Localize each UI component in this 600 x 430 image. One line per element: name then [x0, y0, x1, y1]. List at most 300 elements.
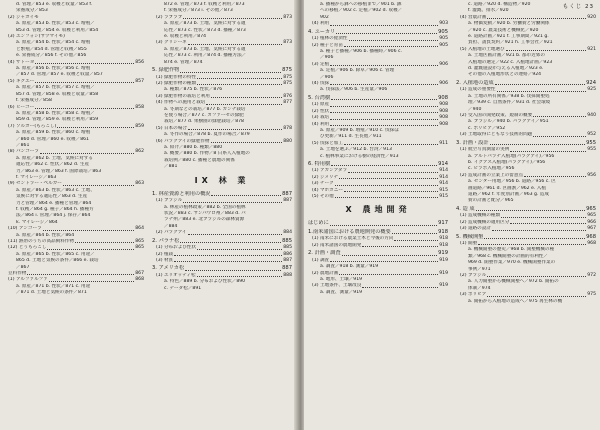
toc-detail-line: 理／939 c. 自然条件／931 d. 社会環境: [468, 100, 551, 106]
toc-detail-line: a. 原産／909 b. 増殖／910 c. 伐採ほ: [320, 127, 399, 133]
dot-leader: [362, 283, 438, 287]
toc-detail-line: への移植／902 c. 定植／902 d. 収穫／: [320, 8, 403, 14]
toc-detail-line: a. 調査／918 b. 測量／919: [320, 264, 379, 270]
toc-detail-line: ／871 d. 土地と気候の条件／871: [16, 290, 87, 296]
toc-detail-line: 力／863 e. 管理／863 f. 国際栽培／863: [16, 168, 102, 174]
toc-page-number: 873: [283, 14, 292, 20]
toc-detail-line: a. 種類／875 b. 性状／876: [164, 87, 223, 93]
toc-entry-title: (4) マホガニー: [312, 187, 343, 193]
dot-leader: [197, 273, 283, 277]
dot-leader: [75, 239, 134, 243]
toc-entry-title: (3) グリシーネ: [156, 40, 187, 46]
toc-detail-line: 969 d. 開墾作業／970 e. 機械開墾作業の: [468, 260, 556, 266]
dot-leader: [183, 198, 282, 202]
dot-leader: [510, 220, 586, 224]
toc-detail-line: と繁殖／854 d. 管理と収穫／855: [16, 46, 87, 52]
toc-page-number: 888: [283, 272, 292, 278]
dot-leader: [35, 60, 134, 64]
toc-page-number: 952: [587, 132, 596, 138]
toc-entry: [308, 194, 448, 200]
page-header: もくじ 23: [562, 4, 594, 10]
toc-detail-line: a. 原産／856 b. 性状／856 c. 増殖: [16, 66, 91, 72]
toc-entry-title: (3) 土地取得にともなう技術的問題: [460, 132, 533, 138]
chapter-heading: X 農地開発: [345, 205, 411, 215]
toc-entry-title: (2) ブラジル: [460, 273, 487, 279]
toc-entry-title: 3. 計画・設計: [456, 139, 489, 146]
toc-page-number: 914: [439, 168, 448, 174]
toc-page-number: 940: [587, 113, 596, 118]
toc-entry-title: (3) 材質: [156, 257, 174, 263]
toc-entry: [152, 230, 292, 236]
toc-page-number: 906: [439, 80, 448, 86]
toc-page-number: 906: [439, 61, 448, 67]
toc-page-number: 965: [587, 213, 596, 219]
toc-entry-title: (4) 作物への施用と栽培: [156, 100, 206, 106]
toc-entry-title: (1) 航空写真測量の実例: [460, 147, 510, 153]
toc-page-number: 975: [587, 292, 596, 298]
toc-page-number: 876: [283, 93, 292, 99]
toc-page-number: 908: [439, 102, 448, 108]
toc-entry-title: (5) キクエー: [8, 78, 35, 84]
toc-page-number: 915: [439, 194, 448, 200]
dot-leader: [344, 188, 438, 192]
toc-page-number: 859: [135, 123, 144, 129]
toc-detail-line: 853 d. 管理／854 e. 収穫と利用／854: [16, 27, 99, 33]
dot-leader: [331, 161, 437, 167]
toc-entry-title: (3) 定植: [312, 61, 330, 67]
toc-detail-line: 費の計画と配分／965: [468, 198, 514, 204]
toc-section: [152, 238, 292, 246]
dot-leader: [174, 258, 282, 262]
toc-entry-title: 5. 緑肥作物: [152, 67, 180, 74]
toc-entry-title: (6) ヒーゴー: [8, 104, 35, 110]
toc-page-number: 914: [439, 181, 448, 187]
toc-entry-title: 2. 計画・調査: [308, 250, 341, 257]
toc-detail-line: d. 灌漑施設が与える入植地／923 e.: [468, 66, 544, 72]
right-page: [304, 0, 600, 430]
toc-section: [456, 234, 596, 242]
toc-detail-line: c. 植林事業における樹の経済性／913: [320, 153, 399, 159]
left-page-column-2: [152, 2, 292, 428]
toc-page-number: 919: [438, 250, 448, 257]
toc-detail-line: 栄養成分／853: [16, 8, 48, 14]
toc-detail-line: a. 土地区画計画／921 b. 都市近郊の: [468, 53, 545, 59]
toc-page-number: 858: [135, 104, 144, 110]
toc-detail-line: a. 林産の植林政策／882 b. 全国の植林: [164, 204, 246, 210]
toc-entry-title: 豆料作物: [8, 271, 27, 277]
toc-detail-line: f. マイレージ／863: [16, 174, 57, 180]
toc-page-number: 921: [587, 46, 596, 52]
toc-detail-line: e. 収穫と利用／874: [164, 34, 207, 40]
dot-leader: [501, 213, 586, 217]
toc-detail-line: 865 d. 土地と気候の条件／866 e. 栽培: [16, 258, 99, 264]
toc-page-number: 878: [283, 125, 292, 131]
toc-detail-line: c. ピラポ入植地／956: [468, 166, 515, 172]
toc-detail-line: a. 播種から鉢への移植まで／901 b. 鉢: [320, 2, 402, 7]
toc-section: [308, 220, 448, 228]
dot-leader: [180, 67, 281, 73]
toc-page-number: 862: [135, 149, 144, 155]
toc-entry-title: はじめに: [308, 220, 329, 227]
toc-section: [152, 191, 292, 199]
toc-entry-title: 2. 入植地の造成: [456, 79, 494, 86]
toc-page-number: 956: [587, 172, 596, 178]
toc-entry-title: (1) 分布および性状: [156, 245, 197, 251]
toc-page-number: 905: [438, 28, 448, 35]
toc-page-number: 905: [439, 42, 448, 48]
toc-entry-title: (4) 営農計画: [460, 14, 487, 20]
dot-leader: [344, 141, 438, 145]
dot-leader: [335, 194, 438, 198]
toc-detail-line: a. 原産／853 b. 性状／853 c. 増殖／: [16, 21, 95, 27]
dot-leader: [362, 243, 438, 247]
chapter-heading: IX 林 業: [194, 175, 250, 185]
toc-page-number: 911: [439, 140, 448, 146]
toc-detail-line: b. イグアス入植地(パラグアイ)／956: [468, 159, 546, 165]
toc-detail-line: 法／864 i. 管理／864 j. 保存／864: [16, 213, 91, 219]
toc-page-number: 905: [439, 36, 448, 42]
toc-detail-line: を使う場合／877 c. カファーゼの緑肥: [164, 113, 244, 118]
toc-entry: [308, 21, 448, 27]
toc-entry-title: (1) アルファルファ: [8, 277, 48, 283]
toc-detail-line: 応性／873 c. 利用／874 d. 播種方法／: [164, 53, 247, 59]
dot-leader: [330, 62, 438, 66]
toc-entry-title: (7) ソルガー(もろこし): [8, 123, 57, 129]
toc-section: [456, 140, 596, 148]
toc-detail-line: c. 道路／920 d. 構造物／920: [468, 2, 531, 7]
dot-leader: [392, 229, 437, 235]
toc-section: [308, 29, 448, 37]
toc-detail-line: e. 道路計画／921 f. 工事期間／921 g.: [468, 34, 549, 40]
dot-leader: [211, 191, 281, 197]
dot-leader: [49, 277, 134, 281]
dot-leader: [487, 273, 586, 277]
toc-detail-line: 栽培例／880 c. 播種と農地の関係: [164, 157, 235, 163]
toc-page-number: 914: [439, 174, 448, 180]
toc-detail-line: ／861: [16, 142, 30, 148]
toc-entry-title: 6. 特用樹: [308, 160, 331, 167]
toc-detail-line: a. 特色／889 b. 分布および性状／890: [164, 279, 246, 285]
dot-leader: [197, 75, 282, 79]
dot-leader: [188, 230, 283, 234]
toc-page-number: 967: [587, 226, 596, 232]
toc-page-number: 856: [135, 59, 144, 65]
toc-page-number: 918: [439, 236, 448, 242]
toc-page-number: 864: [135, 226, 144, 232]
toc-entry-title: 1.南米諸国における農地開発の概要: [308, 228, 391, 235]
toc-entry-title: 5. 機械開墾: [456, 233, 484, 240]
toc-detail-line: 状況／883 c. サンパウロ州／883 d. パ: [164, 210, 246, 216]
dot-leader: [197, 245, 282, 249]
toc-detail-line: 体制／974: [468, 285, 491, 291]
toc-page-number: 875: [283, 80, 292, 86]
toc-detail-line: 事例／971: [468, 266, 491, 272]
dot-leader: [35, 79, 134, 83]
toc-entry-title: (3) 緑肥作物の栽培と利用: [156, 93, 210, 99]
toc-detail-line: k. マイレージ／864: [16, 219, 58, 225]
dot-leader: [492, 226, 586, 230]
dot-leader: [35, 105, 134, 109]
toc-detail-line: 道路／962 f. 年度別計画／963 g. 造成: [468, 191, 550, 197]
dot-leader: [342, 250, 438, 256]
toc-page-number: 875: [283, 74, 292, 80]
toc-detail-line: ／940: [468, 106, 482, 112]
toc-detail-line: a. 概要／880 b. 作物／8 日系人入植地の: [164, 151, 250, 157]
dot-leader: [330, 122, 438, 126]
toc-page-number: 868: [135, 277, 144, 283]
toc-page-number: 918: [439, 242, 448, 248]
toc-detail-line: a. ブラジル／940 b. パラグアイ／951: [468, 119, 549, 125]
toc-detail-line: a. 種子と播種／906 b. 播種時／906 c.: [320, 48, 402, 54]
toc-detail-line: び更新／911 d. 生長他／911: [320, 134, 382, 140]
toc-detail-line: a. 原産／864 b. 性状／864: [16, 232, 75, 238]
toc-page-number: 908: [438, 94, 448, 101]
toc-entry-title: (1) 造成の重要性: [460, 87, 496, 93]
dot-leader: [330, 21, 438, 25]
toc-entry-title: (2) 造成計画の立案上の留意点: [460, 172, 524, 178]
toc-detail-line: ／906: [320, 74, 334, 80]
toc-detail-line: a. 原産／862 b. 土地、気候に対する: [16, 155, 93, 161]
toc-entry-title: 3. アメリカ松: [152, 265, 185, 272]
toc-section: [456, 80, 596, 88]
toc-entry-title: (10) アンゴーラ: [8, 226, 42, 232]
toc-entry-title: (2) 種子と育苗: [312, 42, 343, 48]
toc-page-number: 863: [135, 181, 144, 187]
toc-page-number: 865: [135, 245, 144, 251]
toc-page-number: 968: [587, 241, 596, 246]
toc-entry-title: (1) ブラジル: [156, 198, 183, 204]
toc-detail-line: a. 地形、土壌／919: [320, 277, 363, 282]
toc-entry-title: (3) 土地条件、土壌改良: [312, 283, 362, 289]
toc-entry-title: (4) 利用: [312, 21, 330, 27]
toc-entry-title: (11) 熱帯のうちの高品飼料作物: [8, 239, 75, 245]
toc-entry-title: 2. パラナ松: [152, 237, 180, 244]
toc-entry: [456, 132, 596, 138]
toc-section: [152, 265, 292, 273]
left-page: [0, 0, 296, 430]
toc-page-number: 908: [439, 121, 448, 127]
toc-entry: [456, 226, 596, 232]
toc-section: [308, 161, 448, 169]
toc-detail-line: f. 栄養成分／873 i. その他／873: [164, 8, 233, 14]
toc-page-number: 908: [439, 115, 448, 121]
dot-leader: [188, 40, 283, 44]
toc-page-number: 924: [586, 79, 596, 86]
dot-leader: [533, 132, 586, 136]
toc-detail-line: a. 原産／859 b. 性状／860 c. 増殖: [16, 130, 91, 136]
toc-section: [308, 250, 448, 258]
toc-detail-line: ／881: [164, 164, 178, 170]
toc-entry-title: (2) 南米諸国の農地開発: [312, 242, 362, 248]
dot-leader: [211, 94, 282, 98]
dot-leader: [188, 126, 282, 130]
toc-entry-title: (4) 利用: [312, 121, 330, 127]
toc-detail-line: a. アルトパラナ入植地(パラグアイ)／956: [468, 153, 555, 159]
dot-leader: [211, 139, 283, 143]
dot-leader: [174, 252, 282, 256]
toc-detail-line: a. 紹介／880 b. 種類／880: [164, 145, 223, 151]
toc-detail-line: a. 調査、測量／919: [320, 289, 363, 295]
toc-page-number: 887: [282, 265, 292, 272]
toc-section: [456, 206, 596, 214]
toc-detail-line: f. 収穫／864 g. 種子／864 h. 播種方: [16, 207, 94, 212]
toc-entry-title: (1) 緑肥作物の特性: [156, 74, 197, 80]
toc-entry-title: (3) チーク: [312, 181, 334, 187]
toc-page-number: 925: [587, 87, 596, 93]
dot-leader: [495, 80, 585, 86]
toc-detail-line: a. 人力開墾から機械開墾へ／972 b. 開拓の: [468, 279, 559, 285]
dot-leader: [344, 43, 438, 47]
toc-entry-title: 5. 台湾樹: [308, 94, 331, 101]
toc-page-number: 885: [282, 237, 292, 244]
dot-leader: [506, 47, 587, 51]
dot-leader: [524, 173, 586, 177]
toc-detail-line: a. 原産／858 b. 性状／858 c. 増殖／: [16, 110, 95, 116]
toc-page-number: 886: [283, 251, 292, 257]
dot-leader: [478, 241, 586, 245]
dot-leader: [330, 258, 438, 262]
toc-entry-title: (5) 伐採と加工: [312, 140, 343, 146]
toc-detail-line: a. 開拓から入植地の造成へ／975 再生林の機: [468, 298, 563, 304]
dot-leader: [510, 147, 586, 151]
right-page-column-1: [308, 2, 448, 428]
toc-page-number: 875: [282, 67, 292, 74]
toc-entry-title: (1) 造成機械の種類: [460, 213, 501, 219]
toc-entry-title: (1) アカンアダラ: [312, 168, 348, 174]
toc-detail-line: 857 d. 管理／858 e. 収穫と収量／858: [16, 91, 99, 97]
dot-leader: [339, 271, 438, 275]
dot-leader: [330, 220, 437, 226]
toc-detail-line: 応性／873 c. 性状／873 d. 播種／873: [164, 27, 246, 33]
toc-entry-title: (2) 農地計画: [312, 270, 339, 276]
toc-entry-title: (2) 受入国の開発政策、規制の概要: [460, 113, 533, 118]
dot-leader: [206, 100, 282, 104]
dot-leader: [533, 113, 586, 117]
dot-leader: [40, 149, 134, 153]
toc-entry: [152, 258, 292, 264]
toc-detail-line: 入植地の選定／922 c. 入植地計画／923: [468, 59, 553, 65]
toc-detail-line: a. センター用地／956 b. 道路／956 c. 区: [468, 179, 556, 185]
dot-leader: [335, 181, 438, 185]
toc-detail-line: f. 灌漑、排水／920: [468, 8, 509, 14]
toc-detail-line: a. 物価変動／920 b. 労働費と労働関係: [468, 21, 550, 27]
dot-leader: [487, 15, 586, 19]
dot-leader: [339, 175, 438, 179]
toc-page-number: 918: [438, 228, 448, 235]
toc-page-number: 908: [439, 108, 448, 114]
toc-entry-title: (1) 開墾: [460, 241, 478, 246]
toc-page-number: 919: [439, 257, 448, 263]
dot-leader: [349, 36, 439, 40]
toc-detail-line: ／920 c. 農業技術と機械化／920: [468, 27, 539, 33]
toc-entry-title: (2) ジャガイモ: [8, 14, 39, 20]
toc-detail-line: a. 冬作の場合／878 b. 夏作の場合／879: [164, 132, 250, 138]
toc-page-number: 915: [439, 187, 448, 193]
dot-leader: [497, 87, 587, 91]
toc-detail-line: a. 伐採法／906 b. 生産量／906: [320, 87, 388, 93]
toc-entry-title: (2) 性状: [312, 108, 330, 114]
toc-entry-title: (2) パラグアイ: [156, 230, 187, 236]
toc-entry-title: (1) エリオッティ松: [156, 272, 196, 278]
toc-entry-title: (9) セントラー・ベルガー: [8, 181, 62, 187]
toc-detail-line: 874 e. 管理／874: [164, 59, 203, 65]
toc-page-number: 917: [438, 220, 448, 227]
dot-leader: [330, 102, 438, 106]
toc-page-number: 880: [283, 138, 292, 144]
toc-detail-line: ／857 d. 管理／857 e. 収穫と収量／857: [16, 72, 103, 78]
toc-section: [152, 67, 292, 75]
toc-page-number: 966: [587, 219, 596, 225]
toc-detail-line: e. 栄養成分／856 f. その他／856: [16, 53, 87, 59]
toc-entry-title: 1. 林産資源と利用の概況: [152, 190, 211, 197]
toc-page-number: 884: [283, 230, 292, 236]
toc-entry-title: (2) 造成機械の適用区分: [460, 219, 510, 225]
toc-page-number: 885: [283, 245, 292, 251]
toc-page-number: 972: [587, 273, 596, 279]
toc-detail-line: c. ボリビア／952: [468, 125, 506, 131]
toc-detail-line: ／906: [320, 55, 334, 61]
dot-leader: [183, 15, 282, 19]
dot-leader: [394, 236, 438, 240]
toc-entry: [308, 243, 448, 249]
toc-detail-line: a. 原産／863 b. 性状／863 c. 土地、: [16, 187, 95, 193]
dot-leader: [330, 115, 438, 119]
toc-detail-line: 負担、請負契約／921 h. 工事会社／921: [468, 40, 553, 46]
toc-entry-title: (3) 栽培: [312, 115, 330, 121]
toc-entry-title: (1) 調査: [312, 257, 330, 263]
toc-entry-title: (6) パラグアイの緑肥作物: [156, 138, 210, 144]
dot-leader: [185, 265, 281, 271]
toc-detail-line: 適応性／862 c. 性状／862 d. 生産: [16, 162, 90, 168]
toc-entry-title: (5) その他: [312, 194, 334, 200]
toc-detail-line: a. 原産／857 b. 性状／857 c. 増殖／: [16, 85, 95, 91]
toc-page-number: 914: [438, 160, 448, 167]
toc-page-number: 919: [439, 283, 448, 289]
toc-detail-line: a. 原産／873 b. 土地、気候に対する適: [164, 46, 246, 52]
toc-entry-title: (8) パンゴーラ: [8, 149, 39, 155]
toc-detail-line: 力と管理／864 e. 播種と管理／864: [16, 200, 92, 206]
dot-leader: [57, 124, 134, 128]
toc-page-number: 965: [586, 205, 596, 212]
dot-leader: [197, 81, 282, 85]
toc-page-number: 867: [135, 271, 144, 277]
toc-detail-line: ／860 d. 管理／860 e. 収穫／861: [16, 136, 89, 142]
toc-entry-title: (3) エンフォシ(サツマイモ): [8, 34, 65, 40]
toc-detail-line: その他の入植地形状との連絡／924: [468, 72, 542, 78]
toc-page-number: 920: [587, 14, 596, 20]
toc-entry-title: (2) ラブラブ: [156, 14, 183, 20]
toc-page-number: 873: [283, 40, 292, 46]
toc-page-number: 955: [587, 147, 596, 153]
toc-page-number: 955: [586, 139, 596, 146]
toc-page-number: 919: [439, 270, 448, 276]
dot-leader: [336, 29, 437, 35]
toc-page-number: 887: [282, 190, 292, 197]
dot-leader: [484, 234, 585, 240]
toc-detail-line: a. 冬期などの栽培／877 b. カンナ栽培: [164, 106, 246, 112]
toc-detail-line: 気候に対する適応性／863 d. 生産: [16, 194, 88, 200]
dot-leader: [180, 238, 281, 244]
toc-entry-title: (1) 植林の経済性: [312, 36, 348, 42]
toc-entry-title: (2) ジメリナ: [312, 174, 339, 180]
toc-detail-line: d. 管理／853 e. 収穫と収量／853 f.: [16, 2, 93, 7]
toc-entry-title: 4. ユーカリ: [308, 28, 336, 35]
dot-leader: [27, 271, 134, 275]
toc-detail-line: 類／968 c. 機械開墾の計画的有利性／: [468, 253, 548, 259]
toc-entry-title: (3) ボリビア: [460, 292, 487, 298]
dot-leader: [331, 95, 437, 101]
toc-detail-line: ラナ州／883 e. 北ブラジルの森林資源: [164, 217, 245, 223]
